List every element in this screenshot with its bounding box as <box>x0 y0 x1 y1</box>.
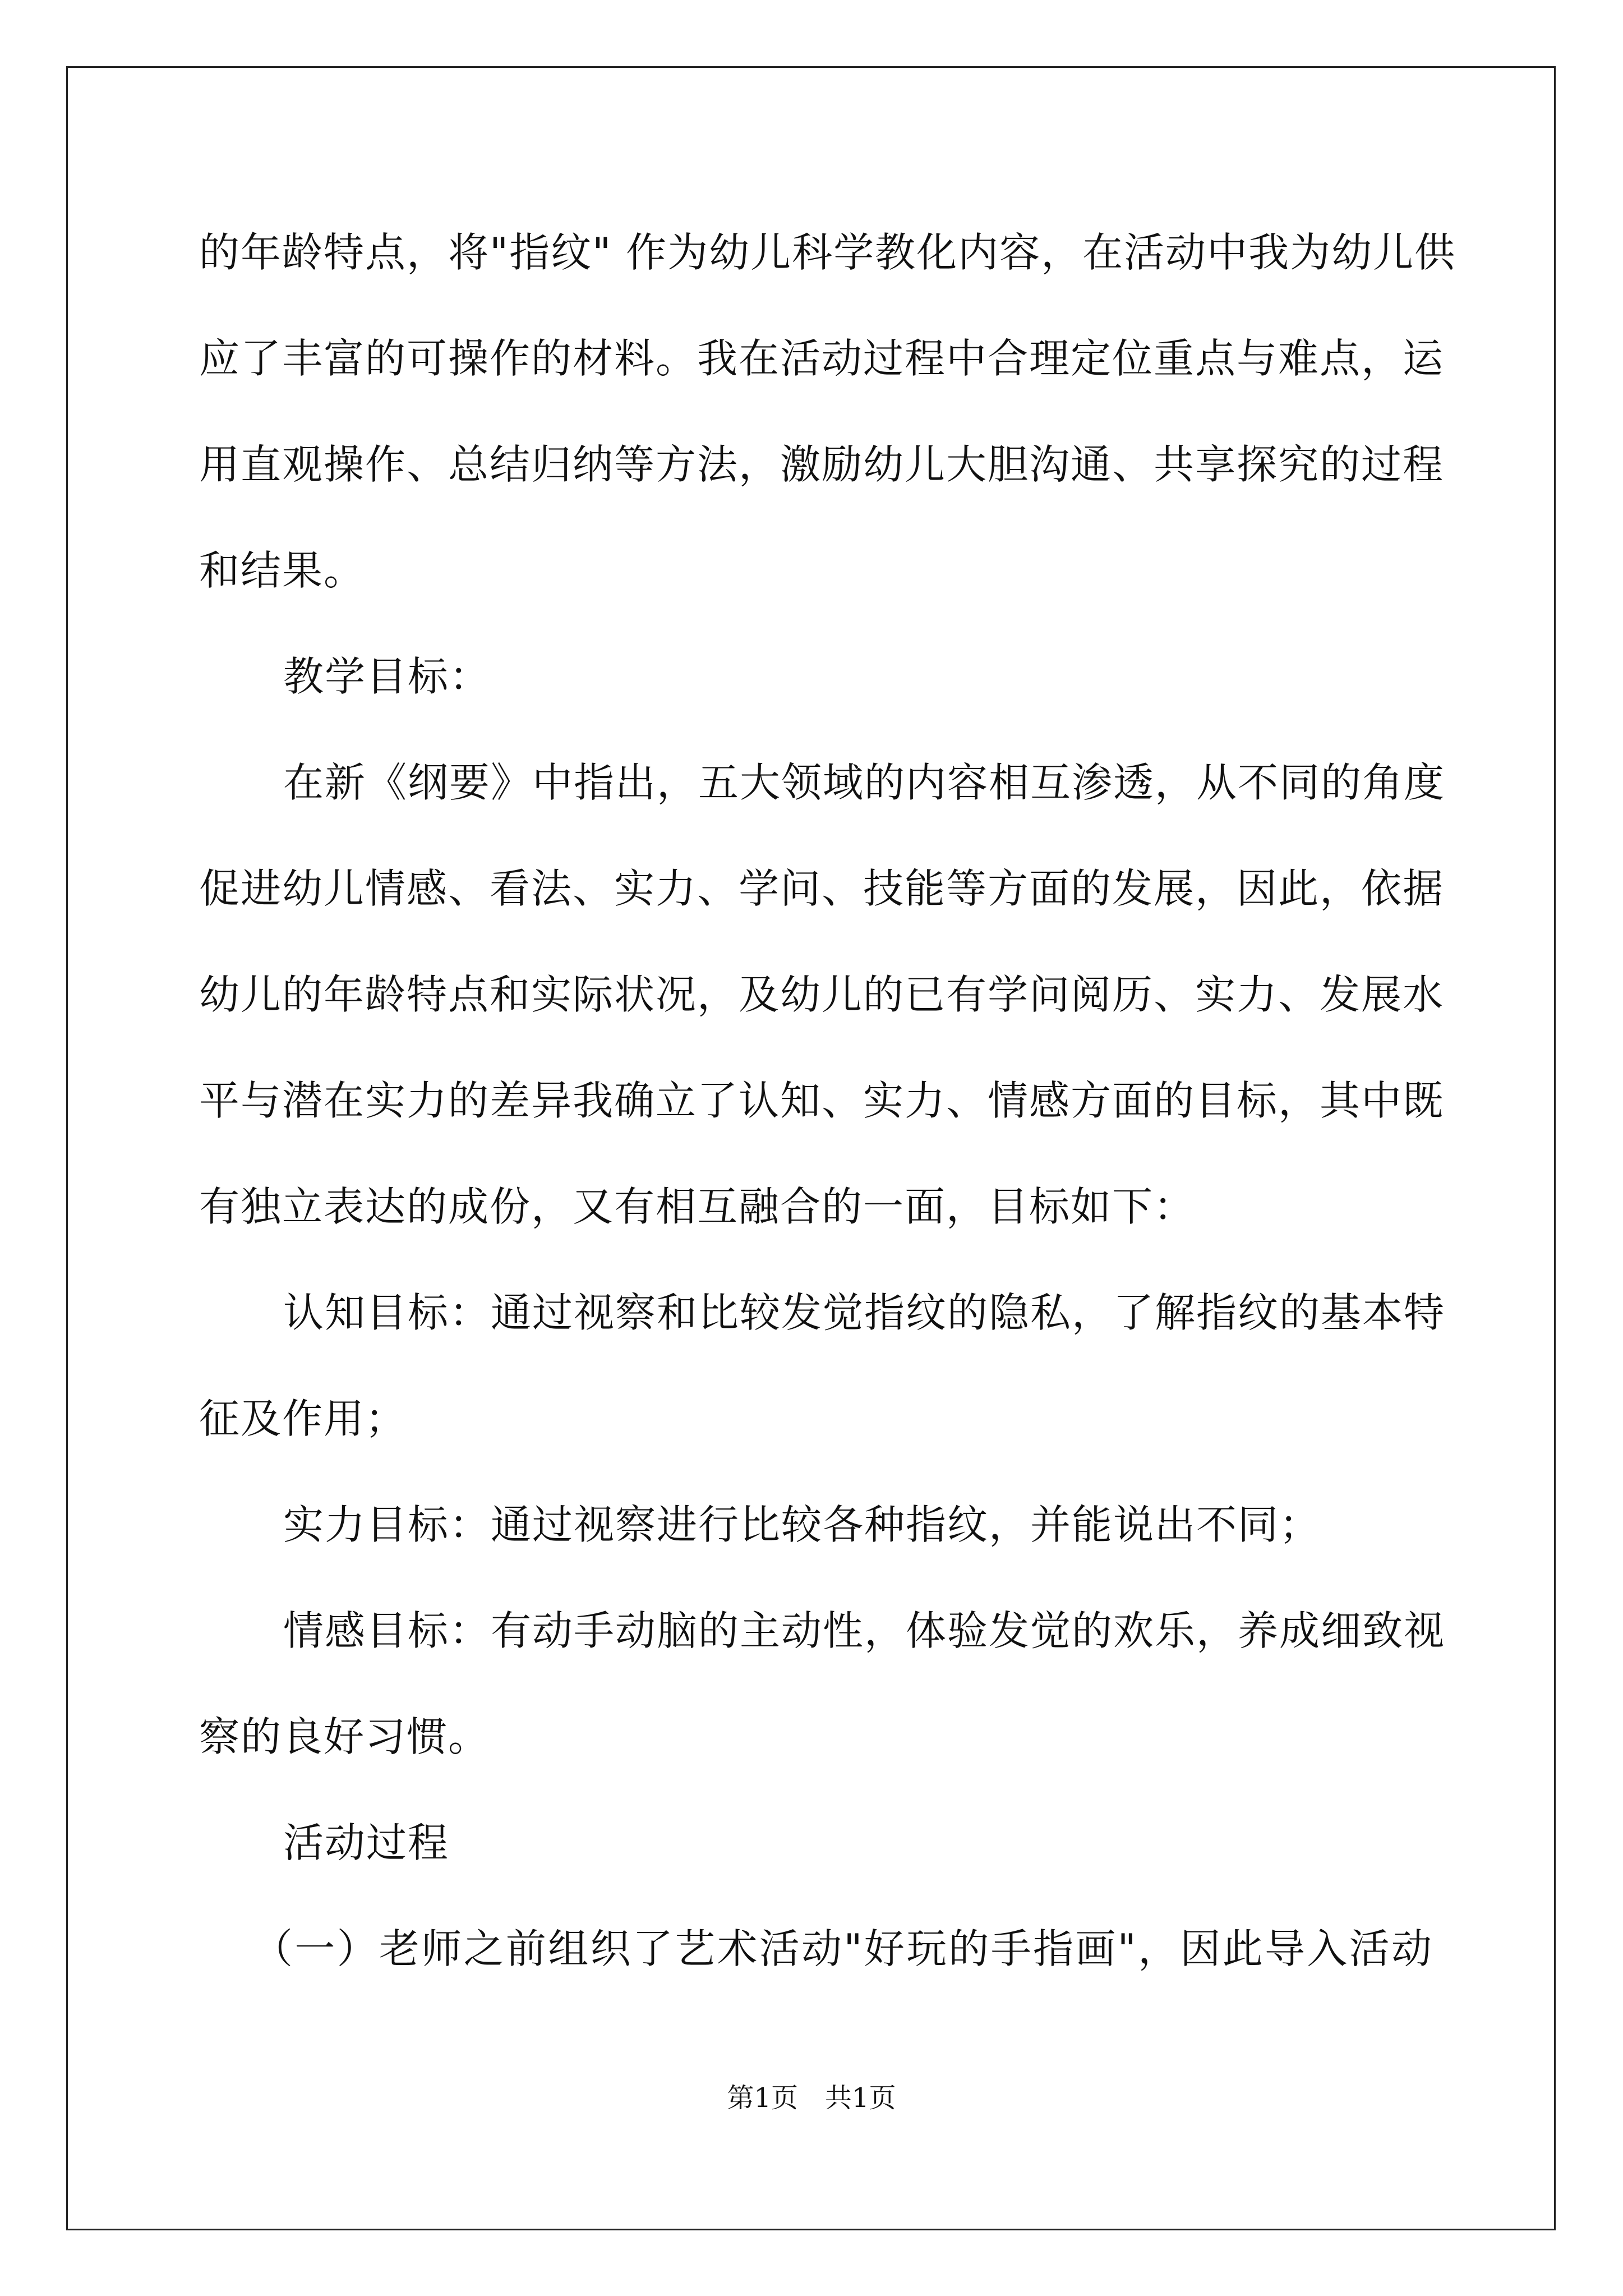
text-line: 察的良好习惯。 <box>199 1713 490 1760</box>
text-line: 认知目标：通过视察和比较发觉指纹的隐私，了解指纹的基本特 <box>283 1289 1446 1336</box>
text-line: 平与潜在实力的差异我确立了认知、实力、情感方面的目标，其中既 <box>199 1077 1445 1124</box>
page-border <box>66 66 1556 2230</box>
section-heading: 教学目标： <box>283 653 491 700</box>
text-line: 实力目标：通过视察进行比较各种指纹，并能说出不同； <box>283 1501 1321 1548</box>
text-line: 应了丰富的可操作的材料。我在活动过程中合理定位重点与难点，运 <box>199 335 1445 382</box>
text-line: 有独立表达的成份，又有相互融合的一面，目标如下： <box>199 1183 1196 1230</box>
text-line: 在新《纲要》中指出，五大领域的内容相互渗透，从不同的角度 <box>283 759 1446 806</box>
text-line: 的年龄特点，将"指纹" 作为幼儿科学教化内容，在活动中我为幼儿供 <box>199 229 1456 276</box>
text-line: 和结果。 <box>199 547 366 594</box>
text-line: 促进幼儿情感、看法、实力、学问、技能等方面的发展，因此，依据 <box>199 865 1445 912</box>
section-heading: 活动过程 <box>283 1819 450 1866</box>
text-line: 幼儿的年龄特点和实际状况，及幼儿的已有学问阅历、实力、发展水 <box>199 971 1445 1018</box>
text-line: 情感目标：有动手动脑的主动性，体验发觉的欢乐，养成细致视 <box>283 1607 1446 1654</box>
text-line: （一）老师之前组织了艺术活动"好玩的手指画"，因此导入活动 <box>252 1925 1433 1972</box>
text-line: 用直观操作、总结归纳等方法，激励幼儿大胆沟通、共享探究的过程 <box>199 441 1445 488</box>
page-footer: 第1页 共1页 <box>727 2082 896 2114</box>
text-line: 征及作用； <box>199 1395 407 1442</box>
